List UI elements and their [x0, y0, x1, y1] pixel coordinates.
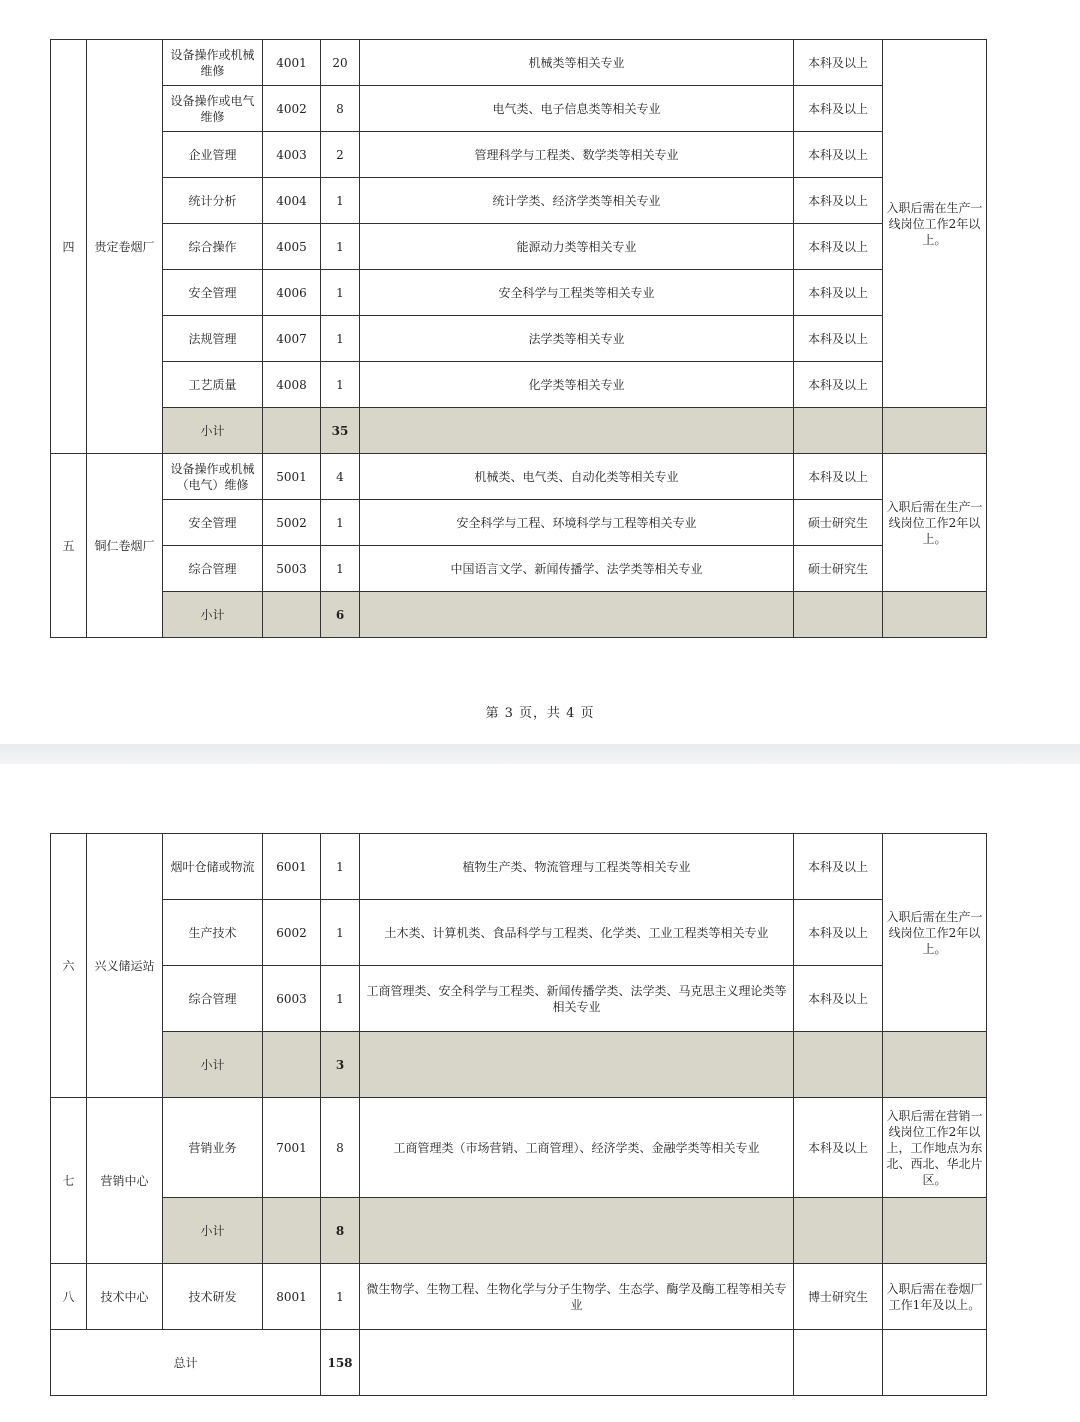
position-name: 技术研发: [163, 1264, 263, 1330]
table-row: [51, 132, 987, 178]
position-education: 本科及以上: [794, 132, 883, 178]
section-number: 四: [51, 40, 87, 454]
position-code: 4008: [263, 362, 321, 408]
page-separator: [0, 744, 1080, 764]
position-education: 本科及以上: [794, 966, 883, 1032]
position-code: 4006: [263, 270, 321, 316]
section-number: 五: [51, 454, 87, 638]
unit-name: 营销中心: [87, 1098, 163, 1264]
total-row: [51, 1330, 987, 1396]
position-major: 电气类、电子信息类等相关专业: [360, 86, 794, 132]
position-name: 生产技术: [163, 900, 263, 966]
table-row: [51, 1264, 987, 1330]
position-major: 安全科学与工程、环境科学与工程等相关专业: [360, 500, 794, 546]
position-code: 4004: [263, 178, 321, 224]
table-row: [51, 900, 987, 966]
subtotal-row: [51, 408, 987, 454]
position-major: 植物生产类、物流管理与工程类等相关专业: [360, 834, 794, 900]
position-name: 安全管理: [163, 500, 263, 546]
position-education: 本科及以上: [794, 178, 883, 224]
subtotal-row: [51, 1198, 987, 1264]
subtotal-label: 小计: [163, 592, 263, 638]
table-row: [51, 362, 987, 408]
subtotal-empty: [360, 1032, 794, 1098]
table-row: [51, 546, 987, 592]
position-code: 4001: [263, 40, 321, 86]
recruitment-table-page-4: [50, 833, 987, 1396]
position-count: 1: [321, 834, 360, 900]
subtotal-row: [51, 592, 987, 638]
position-name: 设备操作或机械维修: [163, 40, 263, 86]
table-row: [51, 40, 987, 86]
position-code: 6002: [263, 900, 321, 966]
section-note: 入职后需在生产一线岗位工作2年以上。: [883, 834, 987, 1032]
position-count: 1: [321, 362, 360, 408]
subtotal-label: 小计: [163, 1198, 263, 1264]
table-row: [51, 270, 987, 316]
subtotal-label: 小计: [163, 1032, 263, 1098]
position-major: 机械类、电气类、自动化类等相关专业: [360, 454, 794, 500]
subtotal-value: 8: [321, 1198, 360, 1264]
position-count: 1: [321, 546, 360, 592]
position-name: 设备操作或电气维修: [163, 86, 263, 132]
subtotal-empty: [883, 1198, 987, 1264]
position-count: 1: [321, 966, 360, 1032]
position-major: 中国语言文学、新闻传播学、法学类等相关专业: [360, 546, 794, 592]
position-count: 8: [321, 1098, 360, 1198]
position-name: 企业管理: [163, 132, 263, 178]
position-code: 5002: [263, 500, 321, 546]
subtotal-empty: [360, 1198, 794, 1264]
subtotal-empty: [883, 408, 987, 454]
subtotal-label: 小计: [163, 408, 263, 454]
position-count: 1: [321, 224, 360, 270]
subtotal-value: 35: [321, 408, 360, 454]
section-note: 入职后需在营销一线岗位工作2年以上，工作地点为东北、西北、华北片区。: [883, 1098, 987, 1198]
position-code: 6001: [263, 834, 321, 900]
recruitment-table-page-3: [50, 39, 987, 638]
position-education: 本科及以上: [794, 362, 883, 408]
total-value: 158: [321, 1330, 360, 1396]
position-education: 博士研究生: [794, 1264, 883, 1330]
position-major: 安全科学与工程类等相关专业: [360, 270, 794, 316]
position-major: 化学类等相关专业: [360, 362, 794, 408]
position-name: 安全管理: [163, 270, 263, 316]
table-row: [51, 1098, 987, 1198]
position-name: 烟叶仓储或物流: [163, 834, 263, 900]
unit-name: 兴义储运站: [87, 834, 163, 1098]
subtotal-empty: [263, 1198, 321, 1264]
section-number: 八: [51, 1264, 87, 1330]
section-note: 入职后需在卷烟厂工作1年及以上。: [883, 1264, 987, 1330]
position-count: 1: [321, 316, 360, 362]
section-note: 入职后需在生产一线岗位工作2年以上。: [883, 40, 987, 408]
position-code: 6003: [263, 966, 321, 1032]
position-count: 1: [321, 1264, 360, 1330]
subtotal-empty: [794, 1198, 883, 1264]
position-major: 机械类等相关专业: [360, 40, 794, 86]
subtotal-empty: [794, 592, 883, 638]
position-education: 本科及以上: [794, 834, 883, 900]
position-name: 综合操作: [163, 224, 263, 270]
position-code: 4005: [263, 224, 321, 270]
subtotal-empty: [263, 592, 321, 638]
position-count: 8: [321, 86, 360, 132]
position-name: 设备操作或机械（电气）维修: [163, 454, 263, 500]
table-row: [51, 966, 987, 1032]
section-number: 七: [51, 1098, 87, 1264]
position-education: 本科及以上: [794, 900, 883, 966]
position-code: 4003: [263, 132, 321, 178]
position-education: 硕士研究生: [794, 546, 883, 592]
position-code: 4007: [263, 316, 321, 362]
section-number: 六: [51, 834, 87, 1098]
table-row: [51, 500, 987, 546]
position-major: 管理科学与工程类、数学类等相关专业: [360, 132, 794, 178]
position-code: 5001: [263, 454, 321, 500]
position-education: 本科及以上: [794, 316, 883, 362]
position-education: 本科及以上: [794, 270, 883, 316]
total-label: 总计: [51, 1330, 321, 1396]
subtotal-empty: [360, 408, 794, 454]
page-number: 第 3 页，共 4 页: [485, 706, 595, 721]
subtotal-empty: [794, 408, 883, 454]
position-name: 综合管理: [163, 546, 263, 592]
subtotal-row: [51, 1032, 987, 1098]
position-education: 本科及以上: [794, 454, 883, 500]
position-education: 本科及以上: [794, 224, 883, 270]
subtotal-empty: [794, 1032, 883, 1098]
position-major: 能源动力类等相关专业: [360, 224, 794, 270]
position-code: 7001: [263, 1098, 321, 1198]
total-empty: [794, 1330, 883, 1396]
position-major: 工商管理类（市场营销、工商管理）、经济学类、金融学类等相关专业: [360, 1098, 794, 1198]
position-code: 5003: [263, 546, 321, 592]
position-major: 微生物学、生物工程、生物化学与分子生物学、生态学、酶学及酶工程等相关专业: [360, 1264, 794, 1330]
subtotal-empty: [883, 592, 987, 638]
total-empty: [360, 1330, 794, 1396]
position-major: 工商管理类、安全科学与工程类、新闻传播学类、法学类、马克思主义理论类等相关专业: [360, 966, 794, 1032]
subtotal-empty: [883, 1032, 987, 1098]
page-4: [0, 764, 1080, 1422]
table-row: [51, 316, 987, 362]
table-row: [51, 86, 987, 132]
position-count: 1: [321, 178, 360, 224]
position-name: 统计分析: [163, 178, 263, 224]
total-empty: [883, 1330, 987, 1396]
position-name: 工艺质量: [163, 362, 263, 408]
position-count: 1: [321, 900, 360, 966]
position-major: 土木类、计算机类、食品科学与工程类、化学类、工业工程类等相关专业: [360, 900, 794, 966]
position-count: 2: [321, 132, 360, 178]
position-education: 本科及以上: [794, 40, 883, 86]
position-major: 法学类等相关专业: [360, 316, 794, 362]
position-education: 硕士研究生: [794, 500, 883, 546]
unit-name: 技术中心: [87, 1264, 163, 1330]
section-note: 入职后需在生产一线岗位工作2年以上。: [883, 454, 987, 592]
position-major: 统计学类、经济学类等相关专业: [360, 178, 794, 224]
subtotal-value: 3: [321, 1032, 360, 1098]
position-count: 1: [321, 500, 360, 546]
position-count: 4: [321, 454, 360, 500]
subtotal-empty: [263, 1032, 321, 1098]
subtotal-empty: [360, 592, 794, 638]
position-code: 8001: [263, 1264, 321, 1330]
position-name: 营销业务: [163, 1098, 263, 1198]
position-education: 本科及以上: [794, 86, 883, 132]
unit-name: 贵定卷烟厂: [87, 40, 163, 454]
table-row: [51, 834, 987, 900]
subtotal-value: 6: [321, 592, 360, 638]
unit-name: 铜仁卷烟厂: [87, 454, 163, 638]
position-count: 20: [321, 40, 360, 86]
position-count: 1: [321, 270, 360, 316]
position-name: 法规管理: [163, 316, 263, 362]
table-row: [51, 178, 987, 224]
position-name: 综合管理: [163, 966, 263, 1032]
position-education: 本科及以上: [794, 1098, 883, 1198]
table-row: [51, 224, 987, 270]
position-code: 4002: [263, 86, 321, 132]
table-row: [51, 454, 987, 500]
subtotal-empty: [263, 408, 321, 454]
